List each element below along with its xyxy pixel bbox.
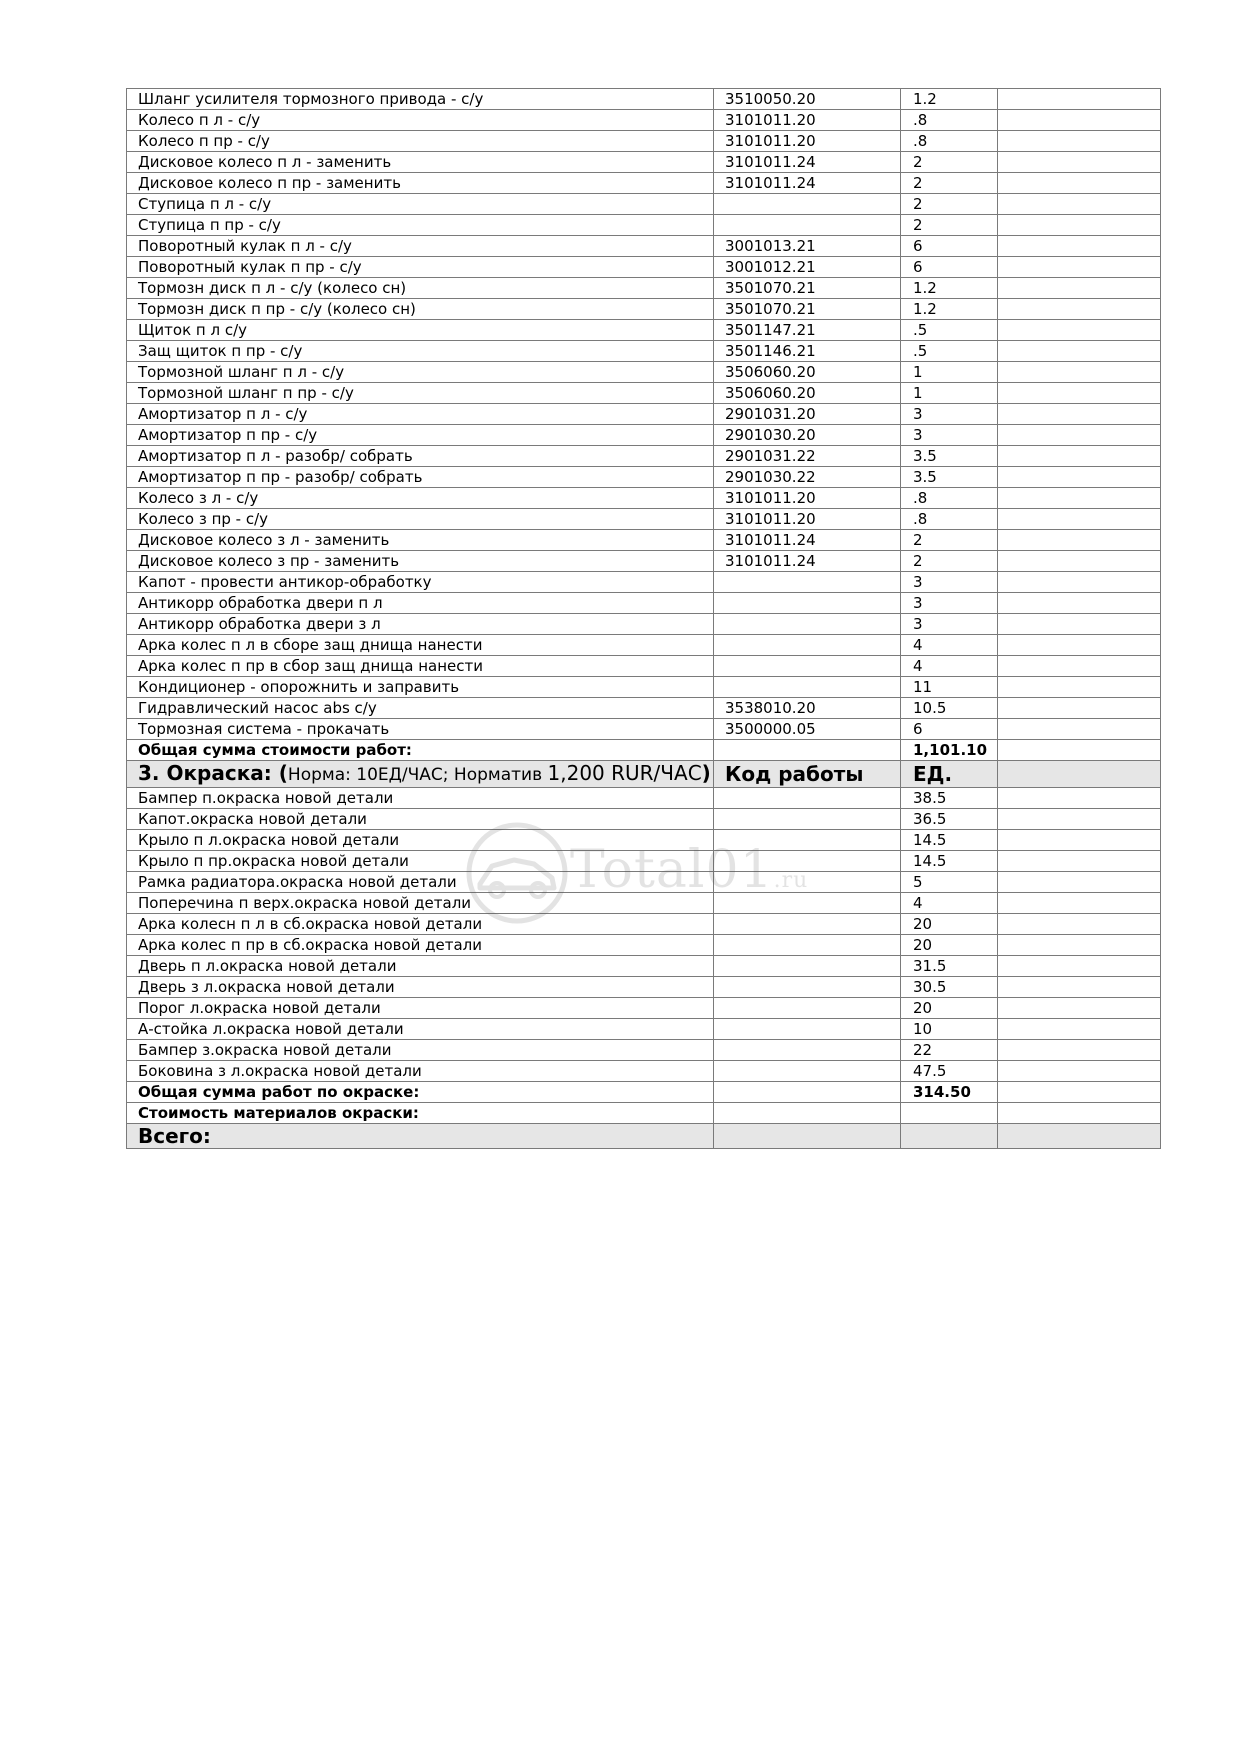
operation-name: Дисковое колесо з л - заменить [127,530,714,551]
operation-name: Тормозная система - прокачать [127,719,714,740]
operation-name: Капот - провести антикор-обработку [127,572,714,593]
operation-code [714,194,901,215]
operation-units: 3 [901,572,998,593]
repair-row [127,404,1161,425]
watermark-name: Total01 [570,840,774,900]
operation-extra [998,257,1161,278]
operation-name: Арка колесн п л в сб.окраска новой детали [127,914,714,935]
operation-name: Дисковое колесо з пр - заменить [127,551,714,572]
operation-extra [998,719,1161,740]
operation-name: Дисковое колесо п л - заменить [127,152,714,173]
operation-name: Бампер з.окраска новой детали [127,1040,714,1061]
operation-extra [998,872,1161,893]
operation-code: 3101011.20 [714,131,901,152]
operation-units: 1 [901,362,998,383]
repair-row [127,446,1161,467]
operation-extra [998,1040,1161,1061]
paint-total-value: 314.50 [901,1082,998,1103]
repair-row [127,131,1161,152]
operation-units: 4 [901,635,998,656]
operation-name: Щиток п л с/у [127,320,714,341]
operation-name: Бампер п.окраска новой детали [127,788,714,809]
operation-name: Крыло п л.окраска новой детали [127,830,714,851]
operation-name: Поворотный кулак п пр - с/у [127,257,714,278]
paint-row [127,830,1161,851]
operation-code: 3538010.20 [714,698,901,719]
operation-name: Дверь п л.окраска новой детали [127,956,714,977]
operation-name: Поворотный кулак п л - с/у [127,236,714,257]
operation-extra [998,341,1161,362]
operation-units: .8 [901,509,998,530]
operation-extra [998,446,1161,467]
operation-extra [998,698,1161,719]
operation-extra [998,131,1161,152]
operation-extra [998,278,1161,299]
operation-code: 3001013.21 [714,236,901,257]
operation-name: Кондиционер - опорожнить и заправить [127,677,714,698]
operation-code [714,914,901,935]
repair-row [127,320,1161,341]
operation-code [714,788,901,809]
paint-row [127,1061,1161,1082]
operation-units: 5 [901,872,998,893]
operation-units: 4 [901,893,998,914]
operation-units: 36.5 [901,809,998,830]
operation-extra [998,488,1161,509]
operation-code [714,614,901,635]
paint-section-title [127,761,714,788]
materials-extra [998,1103,1161,1124]
operation-extra [998,194,1161,215]
grand-total-value [901,1124,998,1149]
operation-units: 20 [901,998,998,1019]
operation-extra [998,956,1161,977]
repair-row [127,551,1161,572]
operation-extra [998,362,1161,383]
operation-code [714,893,901,914]
operation-units: 3 [901,425,998,446]
operation-code: 3101011.24 [714,551,901,572]
paint-row [127,1019,1161,1040]
operation-code: 3501146.21 [714,341,901,362]
paint-rate: 1,200 RUR/ЧАС [547,761,702,785]
repair-row [127,425,1161,446]
code-column-header: Код работы [714,761,901,788]
repair-row [127,215,1161,236]
operation-extra [998,467,1161,488]
repair-row [127,341,1161,362]
operation-extra [998,152,1161,173]
repair-row [127,677,1161,698]
repair-row [127,467,1161,488]
paint-row [127,956,1161,977]
operation-name: Амортизатор п пр - разобр/ собрать [127,467,714,488]
operation-code [714,572,901,593]
operation-code: 3101011.20 [714,509,901,530]
paint-title-close: ) [701,761,711,785]
extra-column-header [998,761,1161,788]
operation-units: 22 [901,1040,998,1061]
operation-units: 2 [901,530,998,551]
operation-name: Амортизатор п пр - с/у [127,425,714,446]
operation-code: 2901030.22 [714,467,901,488]
grand-total-row [127,1124,1161,1149]
operation-extra [998,614,1161,635]
operation-units: .8 [901,110,998,131]
operation-name: Порог л.окраска новой детали [127,998,714,1019]
operation-units: 31.5 [901,956,998,977]
operation-name: Тормозн диск п пр - с/у (колесо сн) [127,299,714,320]
operation-name: Гидравлический насос abs с/у [127,698,714,719]
repair-row [127,383,1161,404]
operation-name: Защ щиток п пр - с/у [127,341,714,362]
paint-total-extra [998,1082,1161,1103]
operation-name: Колесо з пр - с/у [127,509,714,530]
paint-row [127,872,1161,893]
operation-units: 20 [901,935,998,956]
operation-code: 2901031.20 [714,404,901,425]
operation-code [714,215,901,236]
operation-code: 3506060.20 [714,362,901,383]
paint-row [127,998,1161,1019]
repair-row [127,257,1161,278]
operation-code: 3501070.21 [714,278,901,299]
operation-code [714,977,901,998]
operation-code [714,851,901,872]
operation-name: Тормозной шланг п л - с/у [127,362,714,383]
operation-name: Тормозн диск п л - с/у (колесо сн) [127,278,714,299]
operation-units: 2 [901,152,998,173]
operation-name: Амортизатор п л - разобр/ собрать [127,446,714,467]
paint-row [127,788,1161,809]
paint-row [127,914,1161,935]
repair-row [127,635,1161,656]
operation-units: 2 [901,173,998,194]
materials-label: Стоимость материалов окраски: [127,1103,714,1124]
operation-units: 14.5 [901,851,998,872]
operation-units: 1.2 [901,278,998,299]
repair-row [127,110,1161,131]
repair-total-extra [998,740,1161,761]
operation-extra [998,935,1161,956]
operation-code [714,1061,901,1082]
operation-extra [998,656,1161,677]
operation-code [714,872,901,893]
operation-name: Дисковое колесо п пр - заменить [127,173,714,194]
operation-extra [998,425,1161,446]
paint-row [127,977,1161,998]
operation-code [714,635,901,656]
repair-row [127,509,1161,530]
operation-extra [998,635,1161,656]
operation-units: 47.5 [901,1061,998,1082]
operation-extra [998,404,1161,425]
repair-row [127,194,1161,215]
operation-extra [998,383,1161,404]
operation-code: 3501147.21 [714,320,901,341]
operation-code [714,1019,901,1040]
operation-name: Ступица п л - с/у [127,194,714,215]
operation-units: 2 [901,551,998,572]
repair-row [127,488,1161,509]
operation-extra [998,593,1161,614]
operation-extra [998,173,1161,194]
operation-code: 3101011.24 [714,152,901,173]
operation-name: Амортизатор п л - с/у [127,404,714,425]
operation-units: .8 [901,488,998,509]
repair-row [127,236,1161,257]
operation-units: 14.5 [901,830,998,851]
operation-units: .5 [901,341,998,362]
operation-name: Шланг усилителя тормозного привода - с/у [127,89,714,110]
paint-row [127,809,1161,830]
paint-row [127,893,1161,914]
grand-total-extra [998,1124,1161,1149]
operation-code: 3506060.20 [714,383,901,404]
repair-rows [127,89,1161,740]
operation-code [714,656,901,677]
operation-extra [998,677,1161,698]
repair-calculation-table [126,88,1161,1149]
operation-code: 3101011.24 [714,173,901,194]
operation-units: 6 [901,257,998,278]
operation-units: 1 [901,383,998,404]
operation-extra [998,977,1161,998]
operation-code: 2901030.20 [714,425,901,446]
operation-extra [998,215,1161,236]
operation-units: 10 [901,1019,998,1040]
operation-name: Колесо п л - с/у [127,110,714,131]
repair-row [127,362,1161,383]
operation-name: Колесо п пр - с/у [127,131,714,152]
operation-name: Боковина з л.окраска новой детали [127,1061,714,1082]
operation-code: 3500000.05 [714,719,901,740]
operation-units: 3 [901,614,998,635]
operation-code: 3001012.21 [714,257,901,278]
operation-code [714,998,901,1019]
materials-code [714,1103,901,1124]
materials-value [901,1103,998,1124]
operation-code: 3101011.20 [714,488,901,509]
operation-code: 2901031.22 [714,446,901,467]
operation-extra [998,89,1161,110]
operation-units: 6 [901,719,998,740]
operation-code [714,1040,901,1061]
operation-code: 3101011.24 [714,530,901,551]
operation-extra [998,851,1161,872]
operation-name: Дверь з л.окраска новой детали [127,977,714,998]
operation-code [714,677,901,698]
operation-extra [998,110,1161,131]
repair-row [127,530,1161,551]
paint-row [127,935,1161,956]
operation-units: 3 [901,593,998,614]
operation-name: Антикорр обработка двери п л [127,593,714,614]
paint-norm: Норма: 10ЕД/ЧАС; Норматив [287,765,548,785]
operation-extra [998,572,1161,593]
operation-units: 20 [901,914,998,935]
operation-extra [998,551,1161,572]
repair-row [127,299,1161,320]
operation-name: Арка колес п пр в сб.окраска новой детали [127,935,714,956]
paint-row [127,851,1161,872]
paint-total-code [714,1082,901,1103]
operation-units: 10.5 [901,698,998,719]
operation-units: 30.5 [901,977,998,998]
grand-total-label: Всего: [127,1124,714,1149]
operation-code [714,809,901,830]
operation-extra [998,1061,1161,1082]
operation-extra [998,809,1161,830]
repair-row [127,152,1161,173]
repair-row [127,614,1161,635]
units-column-header: ЕД. [901,761,998,788]
repair-row [127,173,1161,194]
grand-total-code [714,1124,901,1149]
operation-units: 11 [901,677,998,698]
operation-units: 2 [901,194,998,215]
operation-code [714,593,901,614]
repair-row [127,719,1161,740]
repair-total-row [127,740,1161,761]
materials-row [127,1103,1161,1124]
repair-total-value: 1,101.10 [901,740,998,761]
operation-name: Антикорр обработка двери з л [127,614,714,635]
operation-extra [998,530,1161,551]
operation-units: 4 [901,656,998,677]
operation-extra [998,1019,1161,1040]
operation-extra [998,998,1161,1019]
operation-code [714,830,901,851]
operation-extra [998,236,1161,257]
operation-extra [998,788,1161,809]
operation-name: Тормозной шланг п пр - с/у [127,383,714,404]
operation-name: Крыло п пр.окраска новой детали [127,851,714,872]
repair-row [127,89,1161,110]
operation-extra [998,893,1161,914]
operation-name: Поперечина п верх.окраска новой детали [127,893,714,914]
operation-extra [998,830,1161,851]
operation-units: .5 [901,320,998,341]
repair-row [127,572,1161,593]
paint-total-label: Общая сумма работ по окраске: [127,1082,714,1103]
paint-section-header [127,761,1161,788]
operation-name: Колесо з л - с/у [127,488,714,509]
operation-units: 38.5 [901,788,998,809]
operation-code: 3510050.20 [714,89,901,110]
watermark-suffix: .ru [773,868,809,893]
operation-units: 1.2 [901,299,998,320]
operation-name: Арка колес п пр в сбор защ днища нанести [127,656,714,677]
operation-units: 1.2 [901,89,998,110]
operation-code [714,935,901,956]
operation-code: 3501070.21 [714,299,901,320]
repair-row [127,698,1161,719]
paint-title: 3. Окраска: ( [138,761,288,785]
operation-units: 3.5 [901,446,998,467]
operation-units: 2 [901,215,998,236]
operation-units: 3 [901,404,998,425]
operation-name: Рамка радиатора.окраска новой детали [127,872,714,893]
calculation-sheet [126,88,1160,1149]
operation-extra [998,914,1161,935]
operation-name: Ступица п пр - с/у [127,215,714,236]
operation-units: 6 [901,236,998,257]
operation-name: А-стойка л.окраска новой детали [127,1019,714,1040]
operation-code: 3101011.20 [714,110,901,131]
paint-rows [127,788,1161,1082]
operation-code [714,956,901,977]
operation-name: Капот.окраска новой детали [127,809,714,830]
operation-extra [998,509,1161,530]
operation-units: .8 [901,131,998,152]
operation-extra [998,299,1161,320]
repair-row [127,278,1161,299]
operation-units: 3.5 [901,467,998,488]
operation-extra [998,320,1161,341]
repair-total-label: Общая сумма стоимости работ: [127,740,714,761]
operation-name: Арка колес п л в сборе защ днища нанести [127,635,714,656]
paint-row [127,1040,1161,1061]
paint-total-row [127,1082,1161,1103]
repair-total-code [714,740,901,761]
repair-row [127,656,1161,677]
repair-row [127,593,1161,614]
